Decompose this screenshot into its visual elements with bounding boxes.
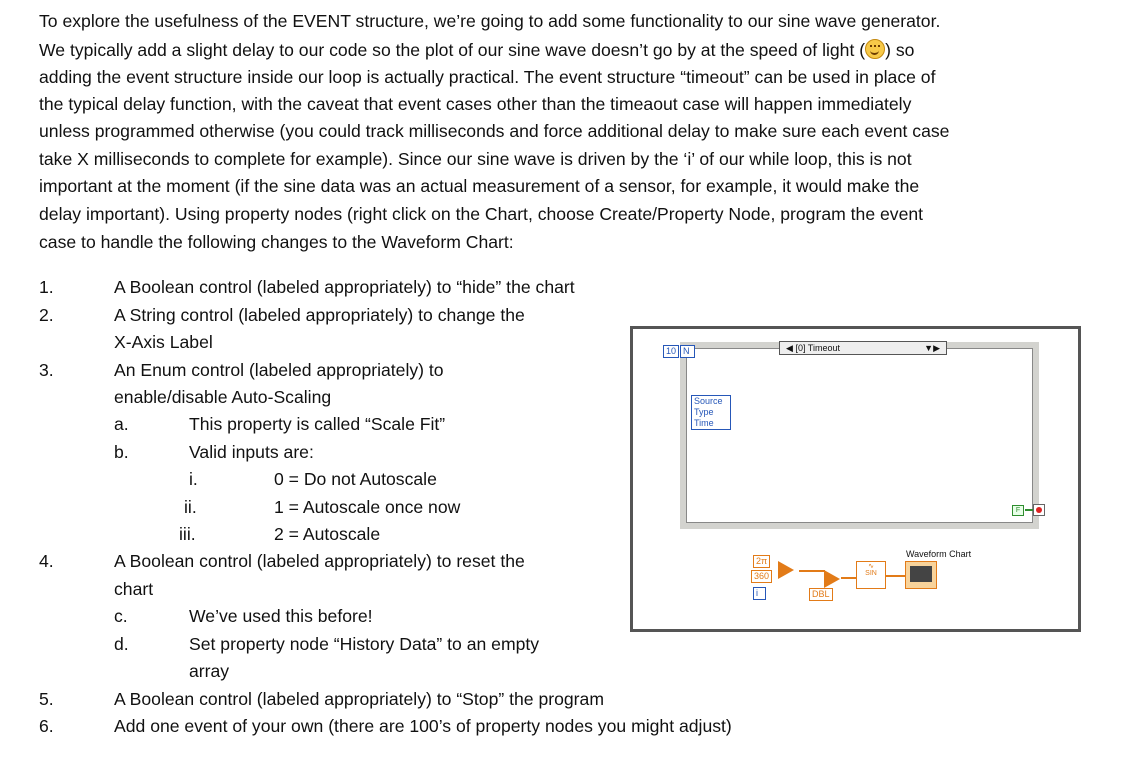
intro-line-6: take X milliseconds to complete for example). Since our sine wave is driven by the ‘i’ of our while loop, this is not (39, 149, 912, 169)
list-number: 3. (39, 360, 54, 380)
list-roman: ii. (184, 497, 197, 517)
sine-output-wire (885, 575, 905, 577)
list-letter: d. (114, 634, 129, 654)
event-data-source: Source (694, 396, 723, 406)
list-item-text: A Boolean control (labeled appropriately) to “hide” the chart (114, 277, 575, 297)
list-item-text: A Boolean control (labeled appropriately) to “Stop” the program (114, 689, 604, 709)
intro-line-2b: ) so (885, 40, 915, 60)
waveform-chart-terminal-icon (905, 561, 937, 589)
smiley-emoji-icon (865, 39, 885, 59)
intro-line-9: case to handle the following changes to the Waveform Chart: (39, 232, 514, 252)
list-letter: c. (114, 606, 128, 626)
intro-line-2 (39, 39, 914, 61)
multiply-icon (824, 570, 840, 588)
intro-line-2a: We typically add a slight delay to our code so the plot of our sine wave doesn’t go by at the speed of light ( (39, 40, 866, 60)
stop-condition-icon (1033, 504, 1045, 516)
list-item-text: A Boolean control (labeled appropriately) to reset the (114, 551, 525, 571)
iteration-terminal: i (753, 587, 766, 600)
two-pi-constant: 2π (753, 555, 770, 568)
list-item-text: enable/disable Auto-Scaling (114, 387, 332, 407)
intro-line-4: the typical delay function, with the caveat that event cases other than the timeaout case will happen immediately (39, 94, 912, 114)
list-letter: a. (114, 414, 129, 434)
waveform-chart-label: Waveform Chart (906, 549, 972, 559)
list-roman: i. (189, 469, 198, 489)
while-loop-frame (680, 342, 1039, 529)
list-item-text: 0 = Do not Autoscale (274, 469, 437, 489)
boolean-wire (1025, 509, 1033, 511)
loop-count-constant: 10 (663, 345, 679, 358)
intro-line-7: important at the moment (if the sine data was an actual measurement of a sensor, for example, it would make the (39, 176, 920, 196)
event-data-time: Time (694, 418, 714, 428)
list-item-text: 2 = Autoscale (274, 524, 381, 544)
event-data-node (691, 395, 731, 430)
timeout-case-label: [0] Timeout (795, 343, 840, 353)
false-constant: F (1012, 505, 1024, 516)
event-data-type: Type (694, 407, 714, 417)
intro-line-8: delay important). Using property nodes (right click on the Chart, choose Create/Property Node, program the event (39, 204, 924, 224)
list-item-text: A String control (labeled appropriately) to change the (114, 305, 525, 325)
divide-output-wire (799, 570, 825, 572)
loop-count-terminal-icon: N (680, 345, 695, 358)
list-item-text: Valid inputs are: (189, 442, 314, 462)
divide-icon (778, 561, 794, 579)
event-case-dropdown-icon: ▼▶ (924, 343, 940, 353)
to-dbl-node: DBL (809, 588, 833, 601)
constant-360: 360 (751, 570, 772, 583)
list-item-text: Set property node “History Data” to an empty (189, 634, 540, 654)
list-letter: b. (114, 442, 129, 462)
list-number: 4. (39, 551, 54, 571)
event-case-prev-icon: ◀ (786, 343, 793, 353)
list-number: 6. (39, 716, 54, 736)
list-item-text: This property is called “Scale Fit” (189, 414, 446, 434)
list-number: 5. (39, 689, 54, 709)
event-case-selector[interactable] (779, 341, 947, 355)
sine-function-icon: ∿ SIN (856, 561, 886, 589)
list-item-text: X-Axis Label (114, 332, 213, 352)
list-number: 2. (39, 305, 54, 325)
intro-line-5: unless programmed otherwise (you could track milliseconds and force additional delay to make sure each event case (39, 121, 950, 141)
list-item-text: chart (114, 579, 154, 599)
labview-block-diagram (630, 326, 1081, 632)
list-item-text: We’ve used this before! (189, 606, 373, 626)
list-number: 1. (39, 277, 54, 297)
intro-line-1: To explore the usefulness of the EVENT structure, we’re going to add some functionality to our sine wave generator. (39, 11, 941, 31)
list-roman: iii. (179, 524, 196, 544)
intro-line-3: adding the event structure inside our loop is actually practical. The event structure “timeout” can be used in place of (39, 67, 936, 87)
multiply-output-wire (841, 577, 856, 579)
list-item-text: array (189, 661, 230, 681)
list-item-text: 1 = Autoscale once now (274, 497, 461, 517)
list-item-text: An Enum control (labeled appropriately) to (114, 360, 444, 380)
list-item-text: Add one event of your own (there are 100’s of property nodes you might adjust) (114, 716, 732, 736)
